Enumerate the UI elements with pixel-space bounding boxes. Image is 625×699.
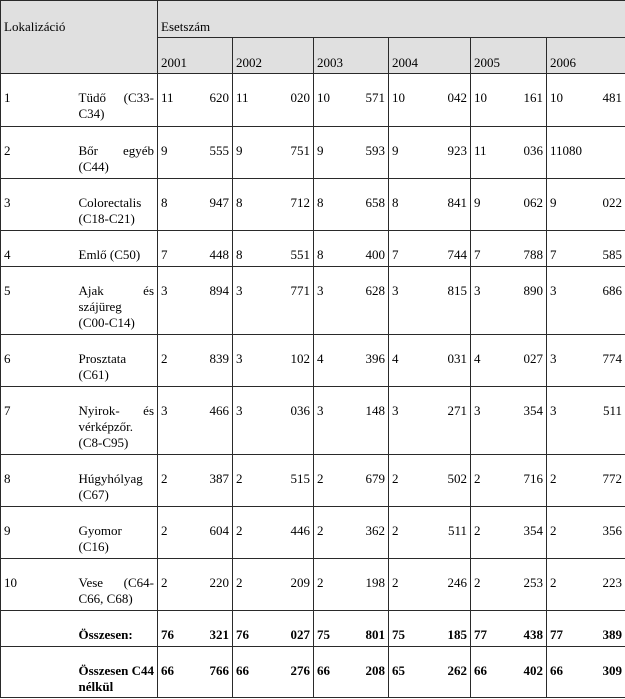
- value-thousands: 3: [236, 283, 243, 298]
- value-thousands: 3: [550, 403, 557, 418]
- value-thousands: 3: [317, 283, 324, 298]
- year-header: [471, 38, 547, 74]
- value-thousands: 10: [317, 90, 331, 105]
- value-cell: [158, 455, 233, 507]
- value-cell: [233, 179, 314, 231]
- value-units: 356: [602, 523, 623, 538]
- value-cell: [314, 611, 389, 647]
- value-thousands: 11080: [550, 143, 583, 158]
- value-thousands: 2: [161, 471, 168, 486]
- year-header: [158, 38, 233, 74]
- value-thousands: 4: [474, 351, 481, 366]
- value-thousands: 77: [474, 627, 488, 642]
- value-cell: [314, 231, 389, 267]
- value-thousands: 2: [236, 575, 243, 590]
- value-units: 438: [523, 627, 544, 642]
- value-units: 555: [209, 143, 230, 158]
- value-thousands: 3: [550, 283, 557, 298]
- value-units: 400: [365, 247, 386, 262]
- value-thousands: 8: [317, 195, 324, 210]
- value-thousands: 7: [550, 247, 557, 262]
- value-thousands: 9: [550, 195, 557, 210]
- value-cell: [233, 647, 314, 698]
- year-header: [233, 38, 314, 74]
- value-units: 198: [365, 575, 386, 590]
- value-units: 208: [365, 663, 386, 678]
- localization-cell: [76, 267, 158, 335]
- value-cell: [389, 335, 471, 387]
- value-cell: [471, 179, 547, 231]
- value-units: 446: [290, 523, 311, 538]
- value-thousands: 3: [317, 403, 324, 418]
- row-index: 9: [4, 523, 11, 538]
- value-thousands: 3: [474, 283, 481, 298]
- value-units: 511: [447, 523, 468, 538]
- value-cell: [389, 267, 471, 335]
- value-thousands: 11: [161, 90, 174, 105]
- value-thousands: 2: [550, 575, 557, 590]
- value-cell: [233, 387, 314, 455]
- value-cell: [547, 231, 625, 267]
- value-units: 771: [290, 283, 311, 298]
- value-cell: [158, 387, 233, 455]
- value-units: 515: [290, 471, 311, 486]
- value-cell: [158, 559, 233, 611]
- value-units: 620: [209, 90, 230, 105]
- value-thousands: 3: [236, 403, 243, 418]
- value-units: 679: [365, 471, 386, 486]
- value-units: 571: [365, 90, 386, 105]
- value-units: 628: [365, 283, 386, 298]
- localization-name: Emlő (C50): [78, 247, 141, 262]
- value-cell: [547, 335, 625, 387]
- value-cell: [389, 455, 471, 507]
- value-cell: [471, 611, 547, 647]
- value-thousands: 10: [550, 90, 564, 105]
- value-units: 466: [209, 403, 230, 418]
- value-cell: [314, 127, 389, 179]
- row-index: 4: [4, 247, 11, 262]
- table-row: [1, 387, 625, 455]
- value-thousands: 2: [317, 575, 324, 590]
- value-cell: [314, 387, 389, 455]
- value-thousands: 3: [236, 351, 243, 366]
- value-cell: [158, 179, 233, 231]
- value-thousands: 2: [392, 575, 399, 590]
- value-units: 022: [602, 195, 623, 210]
- value-cell: [389, 231, 471, 267]
- row-index-cell: [1, 335, 76, 387]
- value-thousands: 77: [550, 627, 564, 642]
- localization-name: Összesen:: [78, 627, 133, 642]
- value-cell: [158, 267, 233, 335]
- value-thousands: 2: [474, 575, 481, 590]
- row-index-cell: [1, 647, 76, 698]
- value-cell: [547, 611, 625, 647]
- value-thousands: 66: [317, 663, 331, 678]
- value-thousands: 2: [550, 471, 557, 486]
- value-thousands: 2: [392, 523, 399, 538]
- value-cell: [314, 179, 389, 231]
- value-units: 185: [447, 627, 468, 642]
- value-units: 801: [365, 627, 386, 642]
- value-cell: [547, 179, 625, 231]
- value-units: 031: [447, 351, 468, 366]
- value-thousands: 66: [236, 663, 250, 678]
- value-cell: [389, 387, 471, 455]
- value-cell: [471, 507, 547, 559]
- value-thousands: 2: [550, 523, 557, 538]
- year-label: 2003: [317, 55, 344, 70]
- value-thousands: 2: [474, 471, 481, 486]
- total-row: [1, 611, 625, 647]
- value-cell: [233, 507, 314, 559]
- table-row: [1, 74, 625, 127]
- value-units: 027: [290, 627, 311, 642]
- row-index: 3: [4, 195, 11, 210]
- value-units: 223: [602, 575, 623, 590]
- year-header: [314, 38, 389, 74]
- value-units: 020: [290, 90, 311, 105]
- localization-cell: [76, 74, 158, 127]
- value-thousands: 8: [317, 247, 324, 262]
- table-row: [1, 559, 625, 611]
- total-row: [1, 647, 625, 698]
- localization-header: [1, 1, 158, 74]
- table-row: [1, 179, 625, 231]
- value-thousands: 9: [236, 143, 243, 158]
- value-units: 102: [290, 351, 311, 366]
- value-thousands: 65: [392, 663, 406, 678]
- localization-name: Prosztata (C61): [78, 351, 127, 382]
- value-cell: [389, 647, 471, 698]
- value-units: 321: [209, 627, 230, 642]
- value-units: 402: [523, 663, 544, 678]
- localization-name: Vese (C64-C66, C68): [78, 575, 155, 606]
- value-units: 712: [290, 195, 311, 210]
- value-units: 354: [523, 523, 544, 538]
- row-index-cell: [1, 127, 76, 179]
- value-thousands: 2: [392, 471, 399, 486]
- value-units: 271: [447, 403, 468, 418]
- value-units: 511: [603, 403, 623, 418]
- value-cell: [389, 74, 471, 127]
- value-thousands: 66: [161, 663, 175, 678]
- value-cell: [158, 507, 233, 559]
- value-units: 788: [523, 247, 544, 262]
- value-thousands: 7: [474, 247, 481, 262]
- value-units: 585: [602, 247, 623, 262]
- value-cell: [233, 267, 314, 335]
- value-thousands: 10: [474, 90, 488, 105]
- localization-label: Lokalizáció: [4, 19, 66, 34]
- value-thousands: 2: [236, 523, 243, 538]
- value-cell: [471, 127, 547, 179]
- value-cell: [389, 611, 471, 647]
- value-cell: [158, 611, 233, 647]
- localization-name: Gyomor (C16): [78, 523, 122, 554]
- value-thousands: 4: [392, 351, 399, 366]
- value-cell: [233, 559, 314, 611]
- value-thousands: 9: [392, 143, 399, 158]
- year-label: 2005: [474, 55, 501, 70]
- value-thousands: 2: [161, 351, 168, 366]
- value-cell: [471, 231, 547, 267]
- year-header: [547, 38, 625, 74]
- value-cell: [233, 127, 314, 179]
- table-row: [1, 335, 625, 387]
- localization-cell: [76, 179, 158, 231]
- case-count-header: [158, 1, 625, 38]
- value-units: 354: [523, 403, 544, 418]
- value-thousands: 3: [392, 283, 399, 298]
- row-index: 6: [4, 351, 11, 366]
- row-index-cell: [1, 387, 76, 455]
- localization-name: Nyirok- és vérképzőr. (C8-C95): [78, 403, 155, 450]
- value-thousands: 8: [236, 247, 243, 262]
- localization-cell: [76, 647, 158, 698]
- value-cell: [471, 74, 547, 127]
- row-index-cell: [1, 179, 76, 231]
- localization-cell: [76, 611, 158, 647]
- row-index-cell: [1, 267, 76, 335]
- value-thousands: 66: [550, 663, 564, 678]
- value-units: 923: [447, 143, 468, 158]
- value-units: 276: [290, 663, 311, 678]
- value-units: 744: [447, 247, 468, 262]
- year-label: 2001: [161, 55, 188, 70]
- value-units: 751: [290, 143, 311, 158]
- value-thousands: 2: [161, 523, 168, 538]
- localization-name: Ajak és szájüreg (C00-C14): [78, 283, 155, 330]
- value-cell: [389, 127, 471, 179]
- value-units: 027: [523, 351, 544, 366]
- row-index: 10: [4, 575, 17, 590]
- value-thousands: 66: [474, 663, 488, 678]
- value-units: 658: [365, 195, 386, 210]
- table-row: [1, 507, 625, 559]
- value-units: 209: [290, 575, 311, 590]
- value-units: 551: [290, 247, 311, 262]
- row-index-cell: [1, 455, 76, 507]
- value-units: 502: [447, 471, 468, 486]
- value-cell: [547, 455, 625, 507]
- value-thousands: 3: [550, 351, 557, 366]
- value-thousands: 2: [317, 523, 324, 538]
- row-index-cell: [1, 507, 76, 559]
- value-thousands: 11: [474, 143, 487, 158]
- value-thousands: 76: [236, 627, 250, 642]
- value-units: 220: [209, 575, 230, 590]
- year-label: 2006: [550, 55, 577, 70]
- value-units: 716: [523, 471, 544, 486]
- row-index-cell: [1, 74, 76, 127]
- value-cell: [233, 231, 314, 267]
- localization-cell: [76, 335, 158, 387]
- value-thousands: 76: [161, 627, 175, 642]
- value-units: 161: [523, 90, 544, 105]
- value-units: 362: [365, 523, 386, 538]
- value-cell: [233, 74, 314, 127]
- value-thousands: 9: [474, 195, 481, 210]
- value-cell: [547, 647, 625, 698]
- value-cell: [471, 387, 547, 455]
- value-cell: [389, 559, 471, 611]
- localization-name: Húgyhólyag (C67): [78, 471, 143, 502]
- value-units: 396: [365, 351, 386, 366]
- value-units: 309: [602, 663, 623, 678]
- value-cell: [158, 335, 233, 387]
- value-cell: [158, 231, 233, 267]
- value-cell: [314, 74, 389, 127]
- localization-cell: [76, 127, 158, 179]
- value-units: 246: [447, 575, 468, 590]
- value-thousands: 2: [236, 471, 243, 486]
- localization-name: Összesen C44 nélkül: [78, 663, 155, 694]
- value-units: 839: [209, 351, 230, 366]
- value-units: 253: [523, 575, 544, 590]
- value-cell: [314, 559, 389, 611]
- value-units: 481: [602, 90, 623, 105]
- value-cell: [547, 74, 625, 127]
- value-thousands: 9: [317, 143, 324, 158]
- value-units: 262: [447, 663, 468, 678]
- value-thousands: 2: [317, 471, 324, 486]
- value-cell: [314, 455, 389, 507]
- localization-cell: [76, 387, 158, 455]
- table-row: [1, 455, 625, 507]
- value-units: 841: [447, 195, 468, 210]
- value-units: 604: [209, 523, 230, 538]
- value-cell: [389, 507, 471, 559]
- value-cell: [471, 455, 547, 507]
- row-index-cell: [1, 231, 76, 267]
- year-header: [389, 38, 471, 74]
- value-thousands: 8: [392, 195, 399, 210]
- localization-cell: [76, 455, 158, 507]
- value-thousands: 4: [317, 351, 324, 366]
- value-thousands: 3: [474, 403, 481, 418]
- value-thousands: 11: [236, 90, 249, 105]
- table-row: [1, 127, 625, 179]
- value-units: 148: [365, 403, 386, 418]
- value-cell: [314, 335, 389, 387]
- value-units: 062: [523, 195, 544, 210]
- value-thousands: 2: [474, 523, 481, 538]
- value-thousands: 8: [161, 195, 168, 210]
- row-index: 2: [4, 143, 11, 158]
- localization-name: Colorectalis (C18-C21): [78, 195, 142, 226]
- value-cell: [158, 74, 233, 127]
- row-index-cell: [1, 611, 76, 647]
- value-cell: [314, 267, 389, 335]
- value-thousands: 7: [161, 247, 168, 262]
- value-units: 036: [523, 143, 544, 158]
- value-units: 448: [209, 247, 230, 262]
- value-thousands: 10: [392, 90, 406, 105]
- localization-cell: [76, 559, 158, 611]
- value-thousands: 75: [392, 627, 406, 642]
- value-units: 389: [602, 627, 623, 642]
- value-thousands: 75: [317, 627, 331, 642]
- year-label: 2004: [392, 55, 419, 70]
- case-count-label: Esetszám: [161, 19, 211, 34]
- value-units: 593: [365, 143, 386, 158]
- value-cell: [233, 335, 314, 387]
- value-cell: [547, 127, 625, 179]
- value-thousands: 3: [392, 403, 399, 418]
- value-units: 774: [602, 351, 623, 366]
- value-thousands: 9: [161, 143, 168, 158]
- value-units: 890: [523, 283, 544, 298]
- localization-cell: [76, 507, 158, 559]
- value-cell: [314, 507, 389, 559]
- value-thousands: 3: [161, 283, 168, 298]
- row-index: 7: [4, 403, 11, 418]
- value-cell: [471, 267, 547, 335]
- table-row: [1, 267, 625, 335]
- value-thousands: 8: [236, 195, 243, 210]
- row-index: 1: [4, 90, 11, 105]
- value-cell: [471, 647, 547, 698]
- value-cell: [547, 267, 625, 335]
- value-cell: [471, 335, 547, 387]
- value-units: 036: [290, 403, 311, 418]
- value-cell: [471, 559, 547, 611]
- value-cell: [547, 559, 625, 611]
- row-index: 5: [4, 283, 11, 298]
- value-cell: [547, 507, 625, 559]
- value-units: 772: [602, 471, 623, 486]
- value-units: 766: [209, 663, 230, 678]
- value-cell: [547, 387, 625, 455]
- value-thousands: 3: [161, 403, 168, 418]
- value-cell: [158, 127, 233, 179]
- localization-name: Bőr egyéb (C44): [78, 143, 155, 174]
- value-cell: [233, 455, 314, 507]
- value-units: 042: [447, 90, 468, 105]
- value-units: 686: [602, 283, 623, 298]
- value-cell: [158, 647, 233, 698]
- value-cell: [233, 611, 314, 647]
- value-cell: [389, 179, 471, 231]
- localization-name: Tüdő (C33-C34): [78, 90, 155, 121]
- value-thousands: 7: [392, 247, 399, 262]
- localization-cell: [76, 231, 158, 267]
- value-cell: [314, 647, 389, 698]
- value-units: 815: [447, 283, 468, 298]
- value-thousands: 2: [161, 575, 168, 590]
- value-units: 387: [209, 471, 230, 486]
- row-index: 8: [4, 471, 11, 486]
- value-units: 947: [209, 195, 230, 210]
- value-units: 894: [209, 283, 230, 298]
- year-label: 2002: [236, 55, 263, 70]
- row-index-cell: [1, 559, 76, 611]
- table-row: [1, 231, 625, 267]
